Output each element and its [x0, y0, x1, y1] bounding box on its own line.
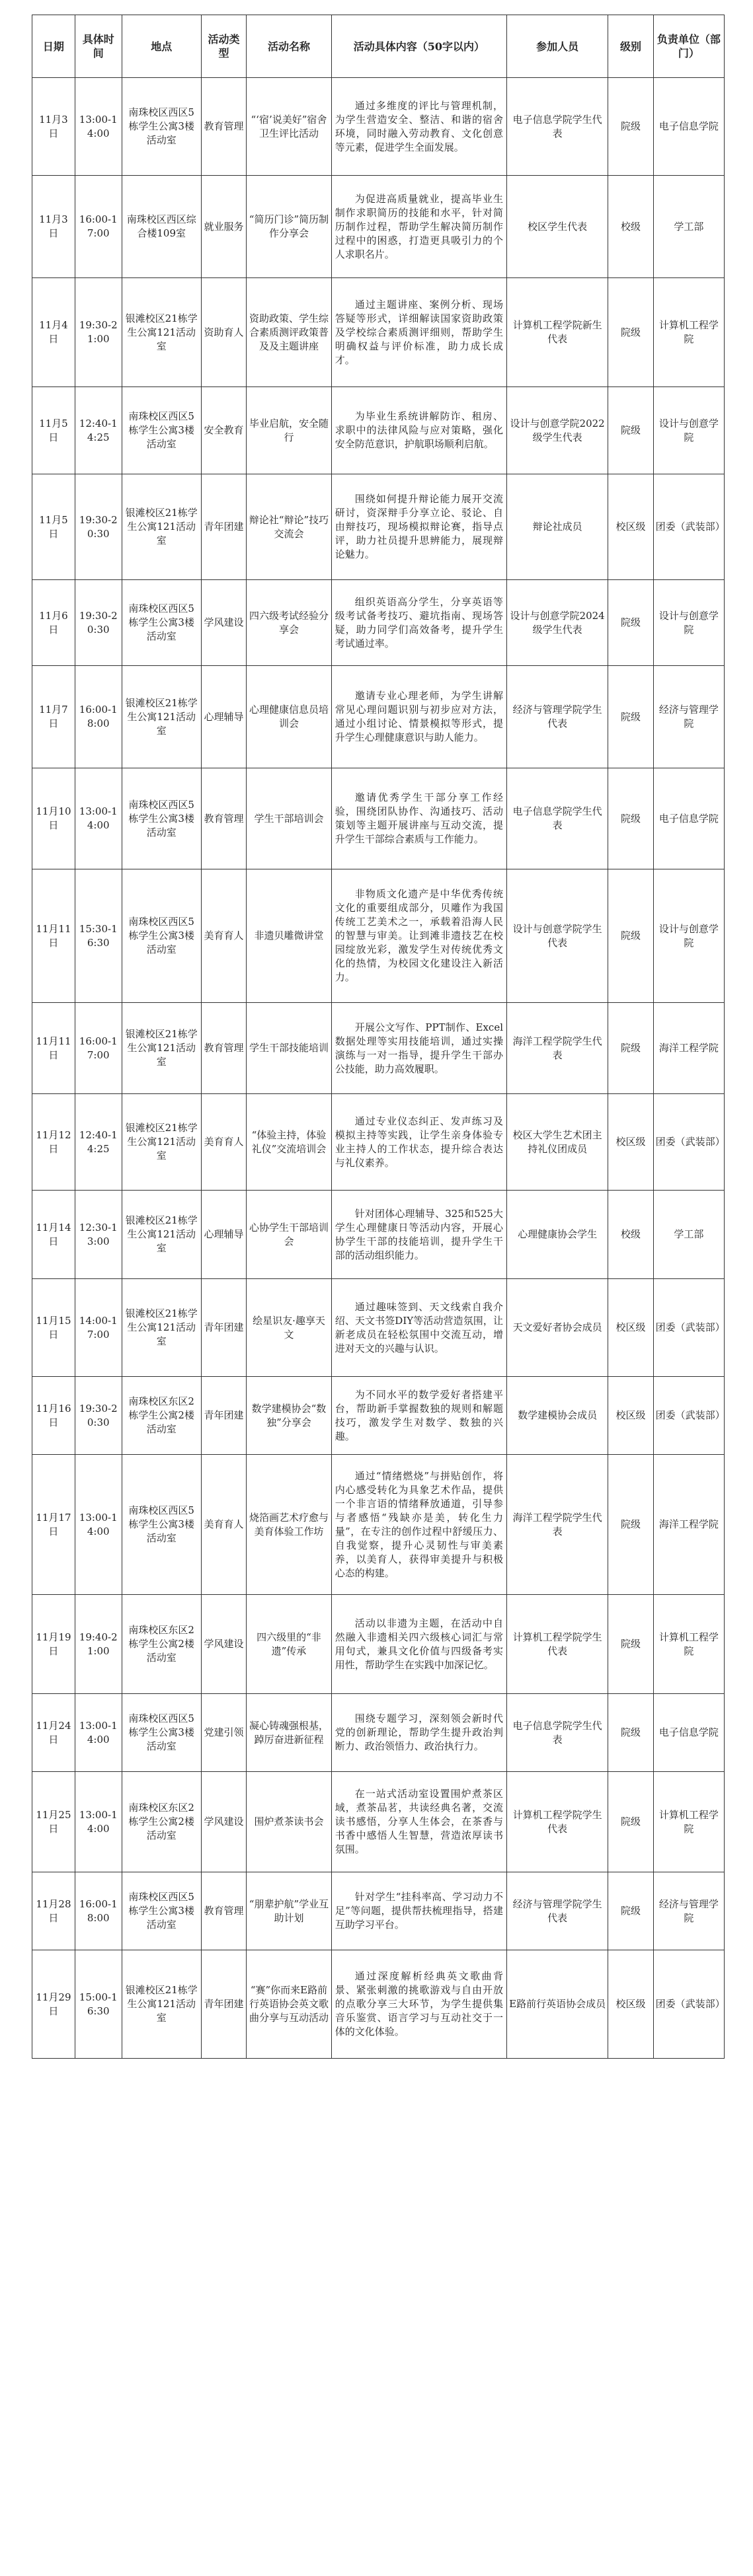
cell-date: 11月3日 [32, 78, 75, 176]
cell-content: 通过多维度的评比与管理机制，为学生营造安全、整洁、和谐的宿舍环境，同时融入劳动教育、文化创意等元素，促进学生全面发展。 [331, 78, 506, 176]
cell-time: 13:00-14:00 [75, 768, 122, 869]
cell-unit: 设计与创意学院 [653, 869, 724, 1003]
cell-people: 海洋工程学院学生代表 [507, 1003, 608, 1094]
cell-type: 美育育人 [201, 1094, 246, 1191]
cell-date: 11月11日 [32, 869, 75, 1003]
cell-content: 为不同水平的数学爱好者搭建平台，帮助新手掌握数独的规则和解题技巧，激发学生对数学、数独的兴趣。 [331, 1377, 506, 1455]
table-row [32, 1455, 725, 1595]
cell-unit: 设计与创意学院 [653, 580, 724, 666]
cell-level: 院级 [608, 1455, 653, 1595]
cell-people: 设计与创意学院学生代表 [507, 869, 608, 1003]
cell-time: 13:00-14:00 [75, 1694, 122, 1772]
cell-unit: 经济与管理学院 [653, 666, 724, 768]
cell-place: 南珠校区西区5栋学生公寓3楼活动室 [122, 1455, 201, 1595]
cell-name: 四六级考试经验分享会 [247, 580, 332, 666]
cell-name: 心协学生干部培训会 [247, 1191, 332, 1279]
cell-date: 11月25日 [32, 1772, 75, 1872]
cell-place: 南珠校区西区5栋学生公寓3楼活动室 [122, 387, 201, 474]
cell-people: 天文爱好者协会成员 [507, 1279, 608, 1377]
cell-level: 校区级 [608, 474, 653, 580]
cell-people: 电子信息学院学生代表 [507, 78, 608, 176]
cell-type: 青年团建 [201, 1950, 246, 2059]
cell-unit: 团委（武装部） [653, 1377, 724, 1455]
cell-time: 13:00-14:00 [75, 78, 122, 176]
table-row [32, 1694, 725, 1772]
cell-place: 银滩校区21栋学生公寓121活动室 [122, 474, 201, 580]
cell-type: 教育管理 [201, 1003, 246, 1094]
cell-level: 院级 [608, 387, 653, 474]
cell-date: 11月14日 [32, 1191, 75, 1279]
cell-level: 院级 [608, 1595, 653, 1694]
table-row [32, 78, 725, 176]
cell-unit: 电子信息学院 [653, 1694, 724, 1772]
cell-level: 院级 [608, 869, 653, 1003]
cell-level: 院级 [608, 78, 653, 176]
cell-type: 就业服务 [201, 176, 246, 278]
cell-level: 校级 [608, 1191, 653, 1279]
cell-name: “朋辈护航”学业互助计划 [247, 1872, 332, 1950]
cell-date: 11月7日 [32, 666, 75, 768]
cell-unit: 学工部 [653, 1191, 724, 1279]
cell-time: 13:00-14:00 [75, 1772, 122, 1872]
table-row [32, 1094, 725, 1191]
cell-content: 通过主题讲座、案例分析、现场答疑等形式，详细解读国家资助政策及学校综合素质测评细则，帮助学生明确权益与评价标准，助力成长成才。 [331, 278, 506, 387]
cell-unit: 电子信息学院 [653, 78, 724, 176]
cell-level: 院级 [608, 666, 653, 768]
cell-content: 为毕业生系统讲解防诈、租房、求职中的法律风险与应对策略，强化安全防范意识，护航职场顺利启航。 [331, 387, 506, 474]
cell-time: 16:00-18:00 [75, 1872, 122, 1950]
cell-name: 凝心铸魂强根基，踔厉奋进新征程 [247, 1694, 332, 1772]
cell-time: 19:30-20:30 [75, 474, 122, 580]
cell-time: 19:30-21:00 [75, 278, 122, 387]
cell-time: 16:00-17:00 [75, 1003, 122, 1094]
cell-people: 电子信息学院学生代表 [507, 768, 608, 869]
cell-date: 11月11日 [32, 1003, 75, 1094]
cell-people: 设计与创意学院2022级学生代表 [507, 387, 608, 474]
table-row [32, 768, 725, 869]
header-type: 活动类型 [201, 15, 246, 78]
cell-name: 围炉煮茶读书会 [247, 1772, 332, 1872]
cell-content: 通过“情绪燃烧”与拼贴创作，将内心感受转化为具象艺术作品，提供一个非言语的情绪释放通道，引导参与者感悟“残缺亦是美，转化生力量”，在专注的创作过程中舒缓压力、自我觉察，提升心灵韧性与审美素养，以美育人，获得审美提升与积极心态的构建。 [331, 1455, 506, 1595]
cell-place: 银滩校区21栋学生公寓121活动室 [122, 1003, 201, 1094]
cell-time: 15:00-16:30 [75, 1950, 122, 2059]
cell-people: 校区学生代表 [507, 176, 608, 278]
cell-date: 11月28日 [32, 1872, 75, 1950]
header-level: 级别 [608, 15, 653, 78]
cell-place: 银滩校区21栋学生公寓121活动室 [122, 278, 201, 387]
cell-name: 非遗贝雕微讲堂 [247, 869, 332, 1003]
header-place: 地点 [122, 15, 201, 78]
cell-unit: 学工部 [653, 176, 724, 278]
cell-time: 19:30-20:30 [75, 580, 122, 666]
cell-unit: 团委（武装部） [653, 1950, 724, 2059]
cell-name: 四六级里的“非遗”传承 [247, 1595, 332, 1694]
cell-date: 11月12日 [32, 1094, 75, 1191]
cell-name: “‘宿’说美好”宿舍卫生评比活动 [247, 78, 332, 176]
cell-place: 南珠校区东区2栋学生公寓2楼活动室 [122, 1377, 201, 1455]
cell-people: 海洋工程学院学生代表 [507, 1455, 608, 1595]
cell-level: 校级 [608, 176, 653, 278]
cell-place: 南珠校区西区5栋学生公寓3楼活动室 [122, 1872, 201, 1950]
cell-type: 安全教育 [201, 387, 246, 474]
cell-name: “简历门诊”简历制作分享会 [247, 176, 332, 278]
cell-type: 资助育人 [201, 278, 246, 387]
activity-table [32, 15, 725, 2059]
table-row [32, 580, 725, 666]
cell-time: 13:00-14:00 [75, 1455, 122, 1595]
cell-type: 青年团建 [201, 1279, 246, 1377]
cell-people: 心理健康协会学生 [507, 1191, 608, 1279]
cell-date: 11月4日 [32, 278, 75, 387]
cell-content: 开展公文写作、PPT制作、Excel数据处理等实用技能培训，通过实操演练与一对一指导，提升学生干部办公技能，助力高效履职。 [331, 1003, 506, 1094]
cell-time: 19:40-21:00 [75, 1595, 122, 1694]
cell-date: 11月24日 [32, 1694, 75, 1772]
header-row [32, 15, 725, 78]
cell-type: 美育育人 [201, 1455, 246, 1595]
cell-time: 16:00-17:00 [75, 176, 122, 278]
cell-date: 11月16日 [32, 1377, 75, 1455]
cell-unit: 电子信息学院 [653, 768, 724, 869]
cell-place: 银滩校区21栋学生公寓121活动室 [122, 666, 201, 768]
cell-people: 计算机工程学院学生代表 [507, 1772, 608, 1872]
table-row [32, 666, 725, 768]
cell-name: 辩论社“辩论”技巧交流会 [247, 474, 332, 580]
cell-level: 院级 [608, 580, 653, 666]
cell-time: 12:30-13:00 [75, 1191, 122, 1279]
cell-people: 电子信息学院学生代表 [507, 1694, 608, 1772]
cell-level: 院级 [608, 1694, 653, 1772]
cell-time: 12:40-14:25 [75, 1094, 122, 1191]
cell-time: 12:40-14:25 [75, 387, 122, 474]
table-row [32, 1950, 725, 2059]
cell-content: 围绕专题学习，深刻领会新时代党的创新理论，帮助学生提升政治判断力、政治领悟力、政治执行力。 [331, 1694, 506, 1772]
cell-type: 教育管理 [201, 1872, 246, 1950]
cell-content: 在一站式活动室设置围炉煮茶区域，煮茶品茗，共读经典名著，交流读书感悟，分享人生体会，在茶香与书香中感悟人生智慧，营造浓厚读书氛围。 [331, 1772, 506, 1872]
table-row [32, 869, 725, 1003]
cell-type: 学风建设 [201, 580, 246, 666]
cell-content: 围绕如何提升辩论能力展开交流研讨，资深辩手分享立论、驳论、自由辩技巧，现场模拟辩论赛，指导点评，助力社员提升思辨能力，展现辩论魅力。 [331, 474, 506, 580]
cell-level: 校区级 [608, 1950, 653, 2059]
cell-level: 院级 [608, 1772, 653, 1872]
schedule-sheet [32, 15, 725, 2059]
cell-time: 15:30-16:30 [75, 869, 122, 1003]
cell-level: 校区级 [608, 1094, 653, 1191]
cell-date: 11月10日 [32, 768, 75, 869]
cell-people: 数学建模协会成员 [507, 1377, 608, 1455]
cell-time: 19:30-20:30 [75, 1377, 122, 1455]
cell-name: 心理健康信息员培训会 [247, 666, 332, 768]
cell-content: 针对学生“挂科率高、学习动力不足”等问题，提供帮扶梳理指导，搭建互助学习平台。 [331, 1872, 506, 1950]
cell-date: 11月19日 [32, 1595, 75, 1694]
cell-unit: 经济与管理学院 [653, 1872, 724, 1950]
table-row [32, 278, 725, 387]
cell-content: 活动以非遗为主题，在活动中自然融入非遗相关四六级核心词汇与常用句式，兼具文化价值与四级备考实用性，帮助学生在实践中加深记忆。 [331, 1595, 506, 1694]
table-row [32, 1191, 725, 1279]
cell-content: 通过专业仪态纠正、发声练习及模拟主持等实践，让学生亲身体验专业主持人的工作状态，提升综合表达与礼仪素养。 [331, 1094, 506, 1191]
cell-place: 南珠校区东区2栋学生公寓2楼活动室 [122, 1595, 201, 1694]
cell-level: 院级 [608, 1003, 653, 1094]
table-row [32, 1772, 725, 1872]
table-row [32, 176, 725, 278]
cell-time: 16:00-18:00 [75, 666, 122, 768]
cell-type: 美育育人 [201, 869, 246, 1003]
cell-date: 11月5日 [32, 474, 75, 580]
cell-unit: 设计与创意学院 [653, 387, 724, 474]
header-name: 活动名称 [247, 15, 332, 78]
cell-unit: 计算机工程学院 [653, 1595, 724, 1694]
cell-name: “体验主持，体验礼仪”交流培训会 [247, 1094, 332, 1191]
cell-unit: 计算机工程学院 [653, 278, 724, 387]
cell-level: 校区级 [608, 1279, 653, 1377]
cell-level: 院级 [608, 1872, 653, 1950]
cell-type: 学风建设 [201, 1772, 246, 1872]
cell-unit: 团委（武装部） [653, 1279, 724, 1377]
table-body [32, 78, 725, 2059]
cell-type: 学风建设 [201, 1595, 246, 1694]
cell-name: 绘星识友·趣享天文 [247, 1279, 332, 1377]
cell-level: 院级 [608, 278, 653, 387]
cell-place: 银滩校区21栋学生公寓121活动室 [122, 1950, 201, 2059]
cell-content: 非物质文化遗产是中华优秀传统文化的重要组成部分，贝雕作为我国传统工艺美术之一，承载着沿海人民的智慧与审美。让到滩非遗技艺在校园绽放光彩，激发学生对传统优秀文化的热情，为校园文化建设注入新活力。 [331, 869, 506, 1003]
cell-place: 南珠校区西区5栋学生公寓3楼活动室 [122, 1694, 201, 1772]
cell-people: 计算机工程学院新生代表 [507, 278, 608, 387]
cell-name: “赛”你而来E路前行英语协会英文歌曲分享与互动活动 [247, 1950, 332, 2059]
cell-content: 针对团体心理辅导、325和525大学生心理健康日等活动内容，开展心协学生干部的技能培训，提升学生干部的活动组织能力。 [331, 1191, 506, 1279]
cell-place: 南珠校区西区5栋学生公寓3楼活动室 [122, 869, 201, 1003]
header-unit: 负责单位（部门） [653, 15, 724, 78]
header-date: 日期 [32, 15, 75, 78]
cell-name: 资助政策、学生综合素质测评政策普及及主题讲座 [247, 278, 332, 387]
cell-content: 邀请优秀学生干部分享工作经验，围绕团队协作、沟通技巧、活动策划等主题开展讲座与互动交流，提升学生干部综合素质与工作能力。 [331, 768, 506, 869]
cell-people: 计算机工程学院学生代表 [507, 1595, 608, 1694]
header-time: 具体时间 [75, 15, 122, 78]
cell-type: 教育管理 [201, 768, 246, 869]
cell-level: 校区级 [608, 1377, 653, 1455]
table-row [32, 387, 725, 474]
cell-content: 通过趣味签到、天文线索自我介绍、天文书签DIY等活动营造氛围，让新老成员在轻松氛围中交流互动，增进对天文的兴趣与认识。 [331, 1279, 506, 1377]
cell-unit: 团委（武装部） [653, 474, 724, 580]
cell-place: 南珠校区西区5栋学生公寓3楼活动室 [122, 78, 201, 176]
cell-people: 校区大学生艺术团主持礼仪团成员 [507, 1094, 608, 1191]
cell-date: 11月17日 [32, 1455, 75, 1595]
cell-place: 银滩校区21栋学生公寓121活动室 [122, 1191, 201, 1279]
table-row [32, 1872, 725, 1950]
cell-level: 院级 [608, 768, 653, 869]
cell-date: 11月5日 [32, 387, 75, 474]
cell-time: 14:00-17:00 [75, 1279, 122, 1377]
cell-type: 心理辅导 [201, 666, 246, 768]
cell-date: 11月3日 [32, 176, 75, 278]
cell-type: 心理辅导 [201, 1191, 246, 1279]
cell-name: 学生干部技能培训 [247, 1003, 332, 1094]
cell-unit: 计算机工程学院 [653, 1772, 724, 1872]
cell-content: 邀请专业心理老师，为学生讲解常见心理问题识别与初步应对方法，通过小组讨论、情景模拟等形式，提升学生心理健康意识与助人能力。 [331, 666, 506, 768]
cell-content: 通过深度解析经典英文歌曲背景、紧张刺激的挑歌游戏与自由开放的点歌分享三大环节，为学生提供集音乐鉴赏、语言学习与互动社交于一体的文化体验。 [331, 1950, 506, 2059]
table-row [32, 1595, 725, 1694]
cell-date: 11月29日 [32, 1950, 75, 2059]
cell-place: 南珠校区东区2栋学生公寓2楼活动室 [122, 1772, 201, 1872]
cell-name: 数学建模协会“数独”分享会 [247, 1377, 332, 1455]
header-people: 参加人员 [507, 15, 608, 78]
cell-content: 为促进高质量就业，提高毕业生制作求职简历的技能和水平，针对简历制作过程，帮助学生解决简历制作过程中的困惑，打造更具吸引力的个人求职名片。 [331, 176, 506, 278]
cell-unit: 海洋工程学院 [653, 1003, 724, 1094]
cell-people: E路前行英语协会成员 [507, 1950, 608, 2059]
cell-date: 11月6日 [32, 580, 75, 666]
cell-unit: 海洋工程学院 [653, 1455, 724, 1595]
cell-place: 南珠校区西区5栋学生公寓3楼活动室 [122, 768, 201, 869]
cell-name: 烧箔画艺术疗愈与美育体验工作坊 [247, 1455, 332, 1595]
cell-place: 南珠校区西区综合楼109室 [122, 176, 201, 278]
cell-place: 南珠校区西区5栋学生公寓3楼活动室 [122, 580, 201, 666]
table-row [32, 1377, 725, 1455]
cell-people: 经济与管理学院学生代表 [507, 1872, 608, 1950]
cell-type: 教育管理 [201, 78, 246, 176]
cell-content: 组织英语高分学生，分享英语等级考试备考技巧、避坑指南、现场答疑，助力同学们高效备考，提升学生考试通过率。 [331, 580, 506, 666]
cell-name: 毕业启航，安全随行 [247, 387, 332, 474]
table-row [32, 1003, 725, 1094]
cell-place: 银滩校区21栋学生公寓121活动室 [122, 1094, 201, 1191]
cell-type: 青年团建 [201, 474, 246, 580]
cell-unit: 团委（武装部） [653, 1094, 724, 1191]
cell-people: 辩论社成员 [507, 474, 608, 580]
cell-type: 青年团建 [201, 1377, 246, 1455]
cell-place: 银滩校区21栋学生公寓121活动室 [122, 1279, 201, 1377]
header-content: 活动具体内容（50字以内） [331, 15, 506, 78]
cell-people: 设计与创意学院2024级学生代表 [507, 580, 608, 666]
cell-date: 11月15日 [32, 1279, 75, 1377]
cell-name: 学生干部培训会 [247, 768, 332, 869]
cell-type: 党建引领 [201, 1694, 246, 1772]
cell-people: 经济与管理学院学生代表 [507, 666, 608, 768]
table-row [32, 1279, 725, 1377]
table-row [32, 474, 725, 580]
